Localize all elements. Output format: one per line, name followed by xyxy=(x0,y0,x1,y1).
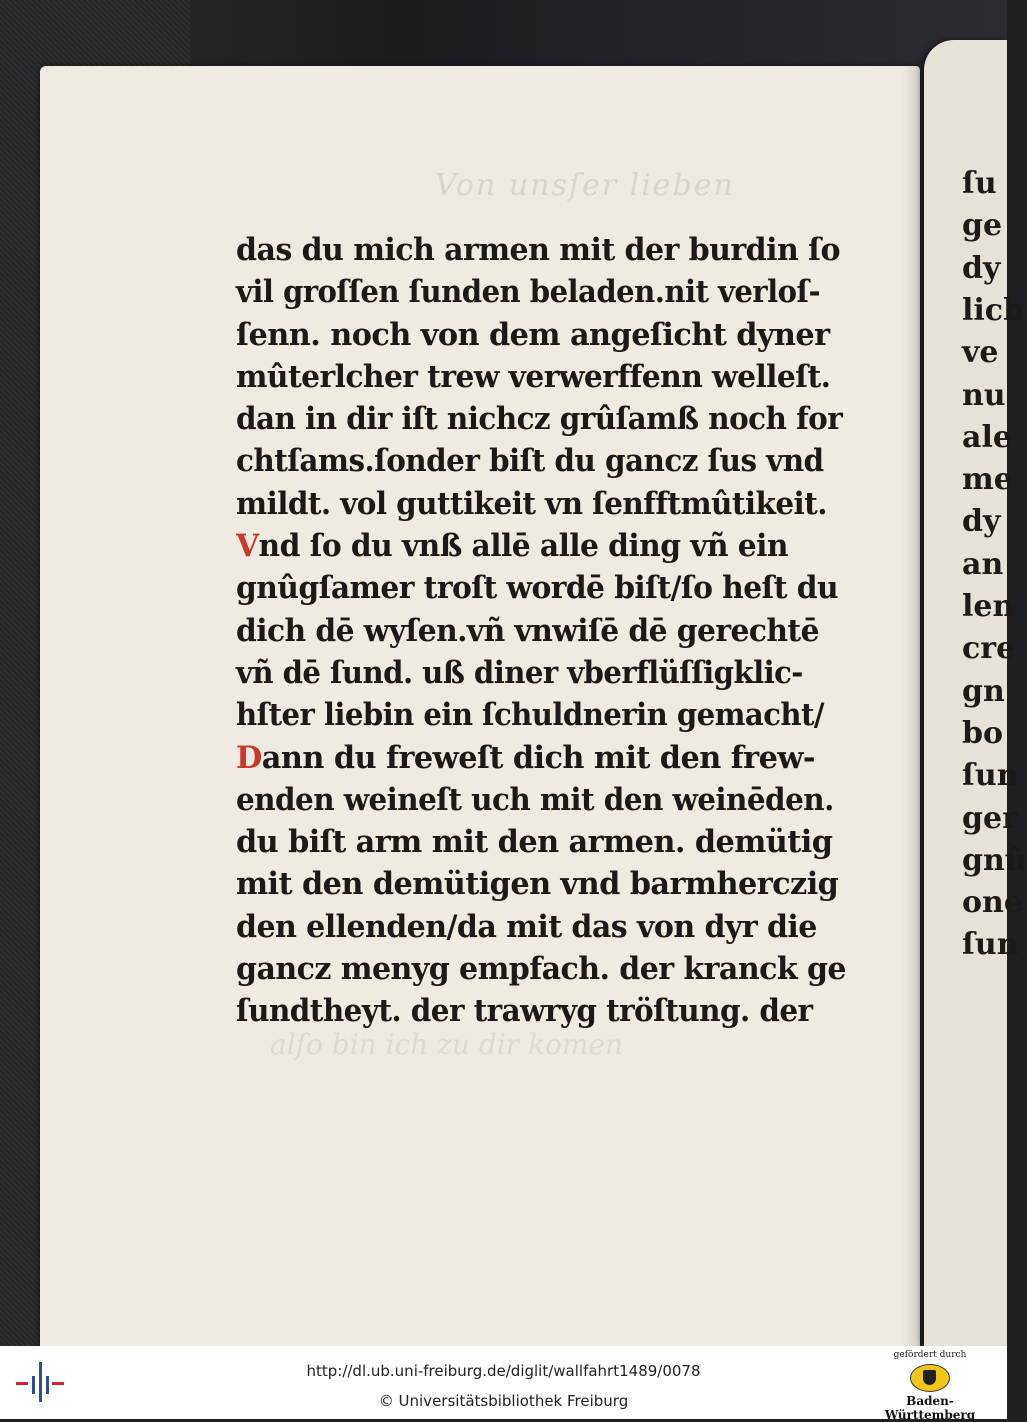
text-line xyxy=(236,356,831,398)
text-line xyxy=(236,863,839,905)
line-text: enden weineſt uch mit den weinēden. xyxy=(236,781,834,818)
rubricated-initial: D xyxy=(236,739,262,776)
book-page xyxy=(40,66,920,1346)
text-line xyxy=(236,483,827,525)
facing-page-fragment: len xyxy=(962,589,1015,624)
text-line xyxy=(236,440,824,482)
text-line xyxy=(236,271,820,313)
permalink-url[interactable]: http://dl.ub.uni-freiburg.de/diglit/wallfahrt1489/0078 xyxy=(306,1362,701,1380)
line-text: den ellenden/da mit das von dyr die xyxy=(236,908,817,945)
text-line xyxy=(236,990,813,1032)
text-line xyxy=(236,567,839,609)
text-line xyxy=(236,525,812,567)
text-line xyxy=(236,610,819,652)
facing-page-fragment: an xyxy=(962,546,1004,582)
text-line xyxy=(236,821,833,863)
line-text: chtſams.ſonder biſt du gancz ſus vnd xyxy=(236,443,824,480)
running-head-bleedthrough: Von unsſer lieben xyxy=(435,168,735,203)
facing-page-fragment: one xyxy=(962,885,1023,921)
facing-page-fragment: ale xyxy=(962,419,1012,455)
text-line xyxy=(236,314,830,356)
state-seal-icon xyxy=(910,1364,950,1392)
line-text: das du mich armen mit der burdin ſo xyxy=(236,232,840,268)
text-line xyxy=(236,652,803,694)
facing-page-fragment: gn xyxy=(962,673,1005,709)
line-text: gnûgſamer troſt wordē biſt/ſo heſt du xyxy=(236,570,839,607)
facing-page-fragment: dy xyxy=(962,250,1001,286)
facing-page-fragment: ſu xyxy=(962,166,997,201)
text-line xyxy=(236,737,824,779)
text-line xyxy=(236,229,840,271)
sponsor-label: gefördert durch xyxy=(893,1350,967,1360)
facing-page-fragment: ger xyxy=(962,800,1018,836)
line-text: dan in dir iſt nichcz grûſamß noch for xyxy=(236,401,843,438)
bottom-bleedthrough: alſo bin ich zu dir komen xyxy=(270,1028,623,1061)
line-text: gancz menyg empfach. der kranck ge xyxy=(236,951,846,988)
facing-page-fragment: dy xyxy=(962,504,1001,540)
line-text: ſundtheyt. der trawryg tröſtung. der xyxy=(236,993,813,1030)
facing-page-fragment: cre xyxy=(962,631,1016,667)
line-text: hſter liebin ein ſchuldnerin gemacht/ xyxy=(236,697,824,734)
facing-page-fragment: ve xyxy=(962,335,999,371)
text-line xyxy=(236,779,834,821)
facing-page-edge xyxy=(924,40,1027,1346)
rubricated-initial: V xyxy=(236,528,259,565)
viewer-footer xyxy=(0,1346,1007,1422)
text-line xyxy=(236,948,846,990)
facing-page-fragment: nu xyxy=(962,377,1006,413)
facing-page-fragment: me xyxy=(962,462,1013,498)
line-text: nd ſo du vnß allē alle ding vñ ein xyxy=(258,528,788,565)
text-line xyxy=(236,398,843,440)
line-text: dich dē wyſen.vñ vnwiſē dē gerechtē xyxy=(236,612,819,649)
page-text-block xyxy=(236,229,846,1033)
text-line xyxy=(236,906,818,948)
facing-page-fragment: ſun xyxy=(962,927,1019,963)
line-text: mildt. vol guttikeit vn ſenfftmûtikeit. xyxy=(236,485,827,522)
line-text: mûterlcher trew verwerffenn welleſt. xyxy=(236,358,831,395)
facing-page-fragment: gnû xyxy=(962,842,1027,878)
line-text: vñ dē ſund. uß diner vberflüſſigklic- xyxy=(236,654,803,691)
facing-page-fragment: ge xyxy=(962,208,1003,244)
line-text: mit den demütigen vnd barmherczig xyxy=(236,866,839,903)
line-text: ann du freweſt dich mit den frew- xyxy=(261,739,815,776)
facing-page-fragment: lich xyxy=(962,292,1025,328)
sponsor-name: Baden-Württemberg xyxy=(884,1394,976,1422)
facing-page-fragment: ſun xyxy=(962,758,1019,794)
copyright-notice: © Universitätsbibliothek Freiburg xyxy=(378,1392,629,1410)
line-text: ſenn. noch von dem angeſicht dyner xyxy=(236,316,830,353)
line-text: du biſt arm mit den armen. demütig xyxy=(236,824,833,861)
sponsor-block xyxy=(870,1350,990,1422)
line-text: vil groſſen ſunden beladen.nit verloſ- xyxy=(236,274,820,311)
facing-page-fragment: bo xyxy=(962,715,1003,751)
text-line xyxy=(236,694,824,736)
